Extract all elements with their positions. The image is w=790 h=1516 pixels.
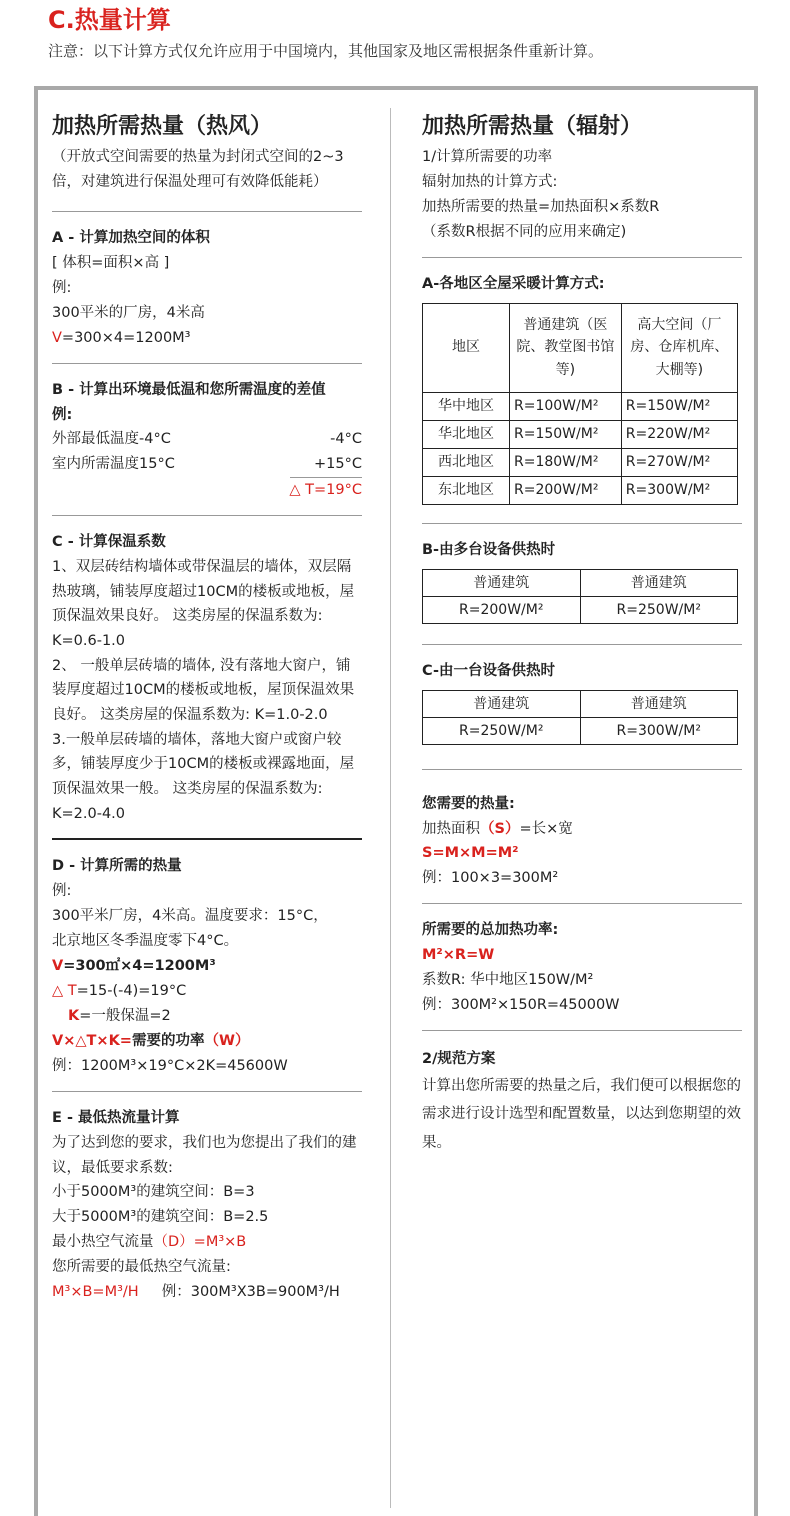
region-table <box>422 303 738 505</box>
power-equation: M²×R=W <box>422 947 495 964</box>
region-section <box>422 257 742 523</box>
text-line: （系数R根据不同的应用来确定) <box>422 223 627 240</box>
temp-row-inside: 室内所需温度15°C +15°C <box>52 456 362 473</box>
power-formula: V×△T×K=需要的功率（W） <box>52 1032 250 1049</box>
area-example: 例：100×3=300M² <box>422 870 559 887</box>
table-row <box>423 392 738 420</box>
table-header: 普通建筑 <box>580 569 738 596</box>
text-line: 辐射加热的计算方式: <box>422 173 558 190</box>
table-cell: R=150W/M² <box>621 392 737 420</box>
table-row <box>423 596 738 623</box>
section-c-title: C - 计算保温系数 <box>52 534 166 551</box>
table-cell: R=200W/M² <box>510 476 622 504</box>
flow-formula: 最小热空气流量（D）=M³×B <box>52 1234 247 1251</box>
flow-example: M³×B=M³/H 例：300M³X3B=900M³/H <box>52 1284 340 1301</box>
table-row <box>423 448 738 476</box>
table-cell: R=200W/M² <box>423 596 581 623</box>
text-line: 小于5000M³的建筑空间：B=3 <box>52 1184 255 1201</box>
table-cell: 西北地区 <box>423 448 510 476</box>
table-cell: R=250W/M² <box>580 596 738 623</box>
left-column <box>52 110 362 1317</box>
table-cell: R=180W/M² <box>510 448 622 476</box>
volume-formula: V=300×4=1200M³ <box>52 329 191 346</box>
single-device-title: C-由一台设备供热时 <box>422 662 555 679</box>
table-cell: R=220W/M² <box>621 420 737 448</box>
text-line: 300平米厂房，4米高。温度要求：15°C， <box>52 908 328 925</box>
section-d <box>52 838 362 1090</box>
paragraph: 2、 一般单层砖墙的墙体, 没有落地大窗户，铺装厚度超过10CM的楼板或地板，屋顶保温效果良好。 这类房屋的保温系数为: K=1.0-2.0 <box>52 657 355 724</box>
hot-air-heading: 加热所需热量（热风） <box>52 114 273 139</box>
right-column <box>422 110 742 1169</box>
total-power-title: 所需要的总加热功率: <box>422 922 559 939</box>
table-row <box>423 717 738 744</box>
total-power-section <box>422 903 742 1030</box>
text-line: 您所需要的最低热空气流量: <box>52 1259 231 1276</box>
text-line: 大于5000M³的建筑空间：B=2.5 <box>52 1209 269 1226</box>
section-a <box>52 211 362 363</box>
plan-title: 2/规范方案 <box>422 1051 496 1068</box>
section-e-title: E - 最低热流量计算 <box>52 1109 180 1126</box>
text-line: 北京地区冬季温度零下4°C。 <box>52 933 239 950</box>
section-e <box>52 1091 362 1318</box>
text-line: 300平米的厂房，4米高 <box>52 304 205 321</box>
paragraph: 为了达到您的要求，我们也为您提出了我们的建议，最低要求系数: <box>52 1134 357 1176</box>
area-equation: S=M×M=M² <box>422 845 519 862</box>
k-formula: K=一般保温=2 <box>68 1007 171 1024</box>
area-formula: 加热面积（S）=长×宽 <box>422 820 573 837</box>
multi-device-title: B-由多台设备供热时 <box>422 541 556 558</box>
paragraph: 3.一般单层砖墙的墙体，落地大窗户或窗户较多，铺装厚度少于10CM的楼板或裸露地面，屋顶保温效果一般。 这类房屋的保温系数为: K=2.0-4.0 <box>52 731 355 822</box>
table-header: 普通建筑 <box>580 690 738 717</box>
section-b <box>52 363 362 516</box>
table-cell: 华中地区 <box>423 392 510 420</box>
radiant-intro <box>422 110 742 257</box>
column-divider <box>390 108 391 1508</box>
table-row <box>423 303 738 392</box>
paragraph: 1、双层砖结构墙体或带保温层的墙体，双层隔热玻璃，铺装厚度超过10CM的楼板或地板，屋顶保温效果良好。 这类房屋的保温系数为: K=0.6-1.0 <box>52 559 355 650</box>
table-row <box>423 569 738 596</box>
table-header: 地区 <box>423 303 510 392</box>
multi-device-section <box>422 523 742 644</box>
notice-text: 注意：以下计算方式仅允许应用于中国境内，其他国家及地区需根据条件重新计算。 <box>48 42 604 60</box>
single-device-section <box>422 644 742 769</box>
heat-needed-title: 您需要的热量: <box>422 795 515 812</box>
volume-formula: V=300㎡×4=1200M³ <box>52 957 216 974</box>
multi-device-table <box>422 569 738 624</box>
heat-needed-section <box>422 769 742 904</box>
delta-t-result: △ T=19°C <box>289 482 362 499</box>
text-line: 例: <box>52 406 73 423</box>
text-line: 1/计算所需要的功率 <box>422 149 553 165</box>
text-line: [ 体积=面积×高 ] <box>52 254 170 271</box>
text-line: 系数R: 华中地区150W/M² <box>422 972 594 989</box>
radiant-heading: 加热所需热量（辐射） <box>422 114 643 139</box>
table-cell: R=300W/M² <box>580 717 738 744</box>
single-device-table <box>422 690 738 745</box>
table-header: 普通建筑（医院、教堂图书馆等) <box>510 303 622 392</box>
table-cell: R=150W/M² <box>510 420 622 448</box>
page-title: C.热量计算 <box>48 6 171 34</box>
hot-air-intro <box>52 110 362 211</box>
plan-text: 计算出您所需要的热量之后，我们便可以根据您的需求进行设计选型和配置数量，以达到您期望的效果。 <box>422 1078 741 1151</box>
section-d-title: D - 计算所需的热量 <box>52 858 182 875</box>
table-row <box>423 476 738 504</box>
table-header: 普通建筑 <box>423 569 581 596</box>
table-row <box>423 420 738 448</box>
plan-section <box>422 1030 742 1169</box>
table-header: 高大空间（厂房、仓库机库、大棚等) <box>621 303 737 392</box>
region-title: A-各地区全屋采暖计算方式: <box>422 275 605 292</box>
section-b-title: B - 计算出环境最低温和您所需温度的差值 <box>52 381 326 398</box>
table-header: 普通建筑 <box>423 690 581 717</box>
hot-air-intro-text: （开放式空间需要的热量为封闭式空间的2~3倍，对建筑进行保温处理可有效降低能耗） <box>52 149 344 190</box>
table-cell: R=270W/M² <box>621 448 737 476</box>
table-row <box>423 690 738 717</box>
power-example: 例：1200M³×19°C×2K=45600W <box>52 1057 288 1074</box>
text-line: 例: <box>52 883 72 900</box>
table-cell: R=100W/M² <box>510 392 622 420</box>
temp-row-outside: 外部最低温度-4°C -4°C <box>52 431 362 448</box>
text-line: 加热所需要的热量=加热面积×系数R <box>422 198 660 215</box>
text-line: 例: <box>52 279 72 296</box>
table-cell: R=300W/M² <box>621 476 737 504</box>
section-a-title: A - 计算加热空间的体积 <box>52 229 210 246</box>
table-cell: 华北地区 <box>423 420 510 448</box>
table-cell: 东北地区 <box>423 476 510 504</box>
section-c <box>52 515 362 838</box>
delta-formula: △ T=15-(-4)=19°C <box>52 982 187 999</box>
power-example: 例：300M²×150R=45000W <box>422 997 620 1014</box>
table-cell: R=250W/M² <box>423 717 581 744</box>
